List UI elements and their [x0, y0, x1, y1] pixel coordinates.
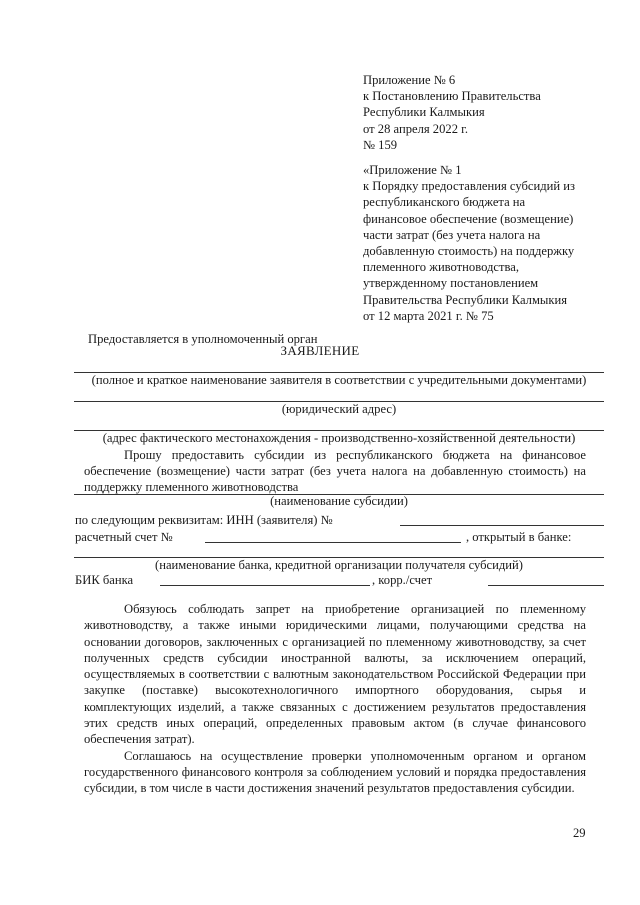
legal-address-caption: (юридический адрес) [281, 402, 397, 416]
opened-in-bank-label: , открытый в банке: [466, 530, 572, 544]
procedure-header-line: «Приложение № 1 [363, 163, 462, 177]
request-line: Прошу предоставить субсидии из республиканского бюджета на финансовое [124, 448, 586, 462]
subsidy-caption: (наименование субсидии) [270, 494, 408, 508]
submitted-to: Предоставляется в уполномоченный орган [88, 332, 318, 346]
appendix-header-line: от 28 апреля 2022 г. [363, 121, 469, 136]
bik-label: БИК банка [75, 573, 134, 587]
bank-caption: (наименование банка, кредитной организации получателя субсидий) [155, 558, 523, 572]
inn-field[interactable] [400, 525, 604, 526]
actual-address-caption: (адрес фактического местонахождения - производственно-хозяйственной деятельности) [102, 431, 576, 445]
procedure-header-line: племенного животноводства, [363, 260, 520, 275]
corr-account-label: , корр./счет [372, 573, 433, 587]
request-line: обеспечение (возмещение) части затрат (без учета налога на добавленную стоимость) на [84, 464, 586, 478]
appendix-header-line: Приложение № 6 [363, 73, 456, 87]
procedure-header-line: добавленную стоимость) на поддержку [363, 244, 575, 259]
procedure-header-line: финансовое обеспечение (возмещение) [363, 211, 574, 226]
document-title: ЗАЯВЛЕНИЕ [280, 343, 360, 358]
request-line: поддержку племенного животноводства [84, 480, 299, 494]
appendix-header [363, 72, 541, 153]
consent-paragraph: Соглашаюсь на осуществление проверки уполномоченным органом и органом государственного финансового контроля за соблюдением условий и порядка предоставления субсидии, в том числе в части достижения значений результатов предоставления субсидии. [84, 748, 586, 796]
requisites-label: по следующим реквизитам: ИНН (заявителя) № [75, 513, 333, 527]
appendix-header-line: к Постановлению Правительства [363, 89, 541, 104]
procedure-header-line: утвержденному постановлением [363, 276, 539, 291]
applicant-name-caption: (полное и краткое наименование заявителя в соответствии с учредительными документами) [91, 373, 587, 387]
account-number-field[interactable] [205, 542, 461, 543]
account-label: расчетный счет № [75, 530, 173, 544]
procedure-header-line: республиканского бюджета на [363, 195, 526, 210]
corr-account-field[interactable] [488, 585, 604, 586]
bik-field[interactable] [160, 585, 370, 586]
procedure-header [363, 162, 575, 324]
procedure-header-line: части затрат (без учета налога на [363, 227, 541, 242]
procedure-header-line: Правительства Республики Калмыкия [363, 292, 568, 307]
body-text [84, 601, 586, 797]
obligation-paragraph: Обязуюсь соблюдать запрет на приобретение организацией по племенному животноводству, а также иными юридическими лицами, получающими средства на основании договоров, заключенных с организацией по племенному животноводству, за счет полученных средств субсидии иностранной валюты, за исключением операций, осуществляемых в соответствии с валютным законодательством Российской Федерации при закупке (поставке) высокотехнологичного импортного оборудования, сырья и комплектующих изделий, а также связанных с достижением результатов предоставления этих средств иных операций, определенных правовым актом (в случае финансового обеспечения затрат). [84, 602, 586, 747]
procedure-header-line: к Порядку предоставления субсидий из [363, 179, 575, 194]
procedure-header-line: от 12 марта 2021 г. № 75 [363, 308, 494, 323]
appendix-header-line: № 159 [363, 137, 398, 152]
page-number: 29 [573, 826, 586, 840]
appendix-header-line: Республики Калмыкия [363, 105, 485, 120]
